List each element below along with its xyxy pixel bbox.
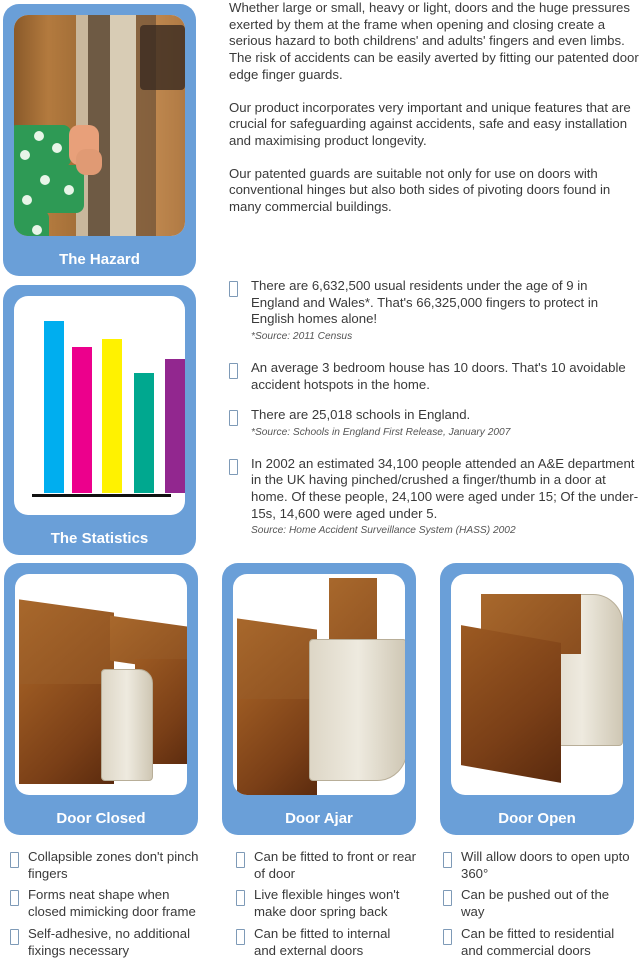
statistics-list [229,278,639,554]
chart-bar [165,359,185,493]
stat-source: *Source: 2011 Census [251,331,353,343]
checkbox-icon [229,410,238,426]
door-closed-caption: Door Closed [56,810,146,827]
feature-text: Forms neat shape when closed mimicking door frame [28,887,196,920]
checkbox-icon [443,890,452,906]
checkbox-icon [236,852,245,868]
statistics-panel [3,285,196,555]
stat-text: There are 25,018 schools in England. [251,407,471,423]
feature-text: Live flexible hinges won't make door spring back [254,887,400,920]
chart-bar [102,339,122,493]
stat-item [229,278,639,346]
feature-text: Can be fitted to front or rear of door [254,849,416,881]
feature-item [236,849,416,882]
feature-item [236,926,416,959]
stat-source: *Source: Schools in England First Release, January 2007 [251,426,511,438]
stat-text: An average 3 bedroom house has 10 doors. That's 10 avoidable accident hotspots in the home. [251,359,626,392]
door-closed-image [15,574,187,795]
feature-item [443,849,633,882]
bar-chart [14,296,185,515]
features-closed [10,849,210,964]
intro-paragraph: Whether large or small, heavy or light, doors and the huge pressures exerted by them at the frame when opening and closing create a serious hazard to both childrens' and adults' fingers and even limbs. The risk of accidents can be easily averted by fitting our patented door edge finger guards. [229,0,639,82]
chart-bars [32,321,171,497]
intro-paragraph: Our product incorporates very important and unique features that are crucial for safeguarding against accidents, safe and easy installation and maximising product longevity. [229,99,631,148]
feature-text: Can be fitted to residential and commercial doors [461,925,615,958]
door-open-image [451,574,623,795]
stat-text: There are 6,632,500 usual residents under the age of 9 in England and Wales*. That's 66,325,000 fingers to protect in English homes alone! [251,278,599,327]
door-ajar-image [233,574,405,795]
feature-item [10,849,210,882]
feature-text: Self-adhesive, no additional fixings necessary [28,925,191,958]
feature-item [236,887,416,920]
chart-bar [44,321,64,493]
door-ajar-panel [222,563,416,835]
checkbox-icon [443,929,452,945]
checkbox-icon [10,890,19,906]
features-open [443,849,633,964]
checkbox-icon [229,281,238,297]
checkbox-icon [229,459,238,475]
stat-item [229,360,639,393]
hazard-photo [14,15,185,236]
chart-bar [134,373,154,493]
hazard-panel [3,4,196,276]
statistics-caption: The Statistics [50,530,149,547]
chart-baseline [32,494,171,497]
intro-text [229,0,639,232]
checkbox-icon [236,929,245,945]
stat-text: In 2002 an estimated 34,100 people attended an A&E department in the UK having pinched/crushed a finger/thumb in a door at home. Of these people, 24,100 were aged under 15; Of the under-15s, 14,600 were aged under 5. [251,455,639,521]
stat-item [229,407,639,441]
door-open-panel [440,563,634,835]
stat-item [229,456,639,541]
checkbox-icon [10,852,19,868]
door-ajar-caption: Door Ajar [285,810,353,827]
chart-bar [72,347,92,493]
checkbox-icon [229,363,238,379]
feature-text: Collapsible zones don't pinch fingers [28,849,199,881]
feature-text: Can be pushed out of the way [461,887,610,920]
door-closed-panel [4,563,198,835]
stat-source: Source: Home Accident Surveillance System (HASS) 2002 [251,525,516,537]
feature-item [443,926,633,959]
intro-paragraph: Our patented guards are suitable not only for use on doors with conventional hinges but also both sides of pivoting doors found in many commercial buildings. [229,165,611,215]
checkbox-icon [10,929,19,945]
checkbox-icon [443,852,452,868]
feature-item [443,887,633,920]
feature-text: Will allow doors to open upto 360° [461,849,630,881]
hazard-caption: The Hazard [59,251,140,268]
door-open-caption: Door Open [498,810,576,827]
feature-text: Can be fitted to internal and external doors [254,925,391,958]
feature-item [10,887,210,920]
feature-item [10,926,210,959]
checkbox-icon [236,890,245,906]
features-ajar [236,849,416,964]
